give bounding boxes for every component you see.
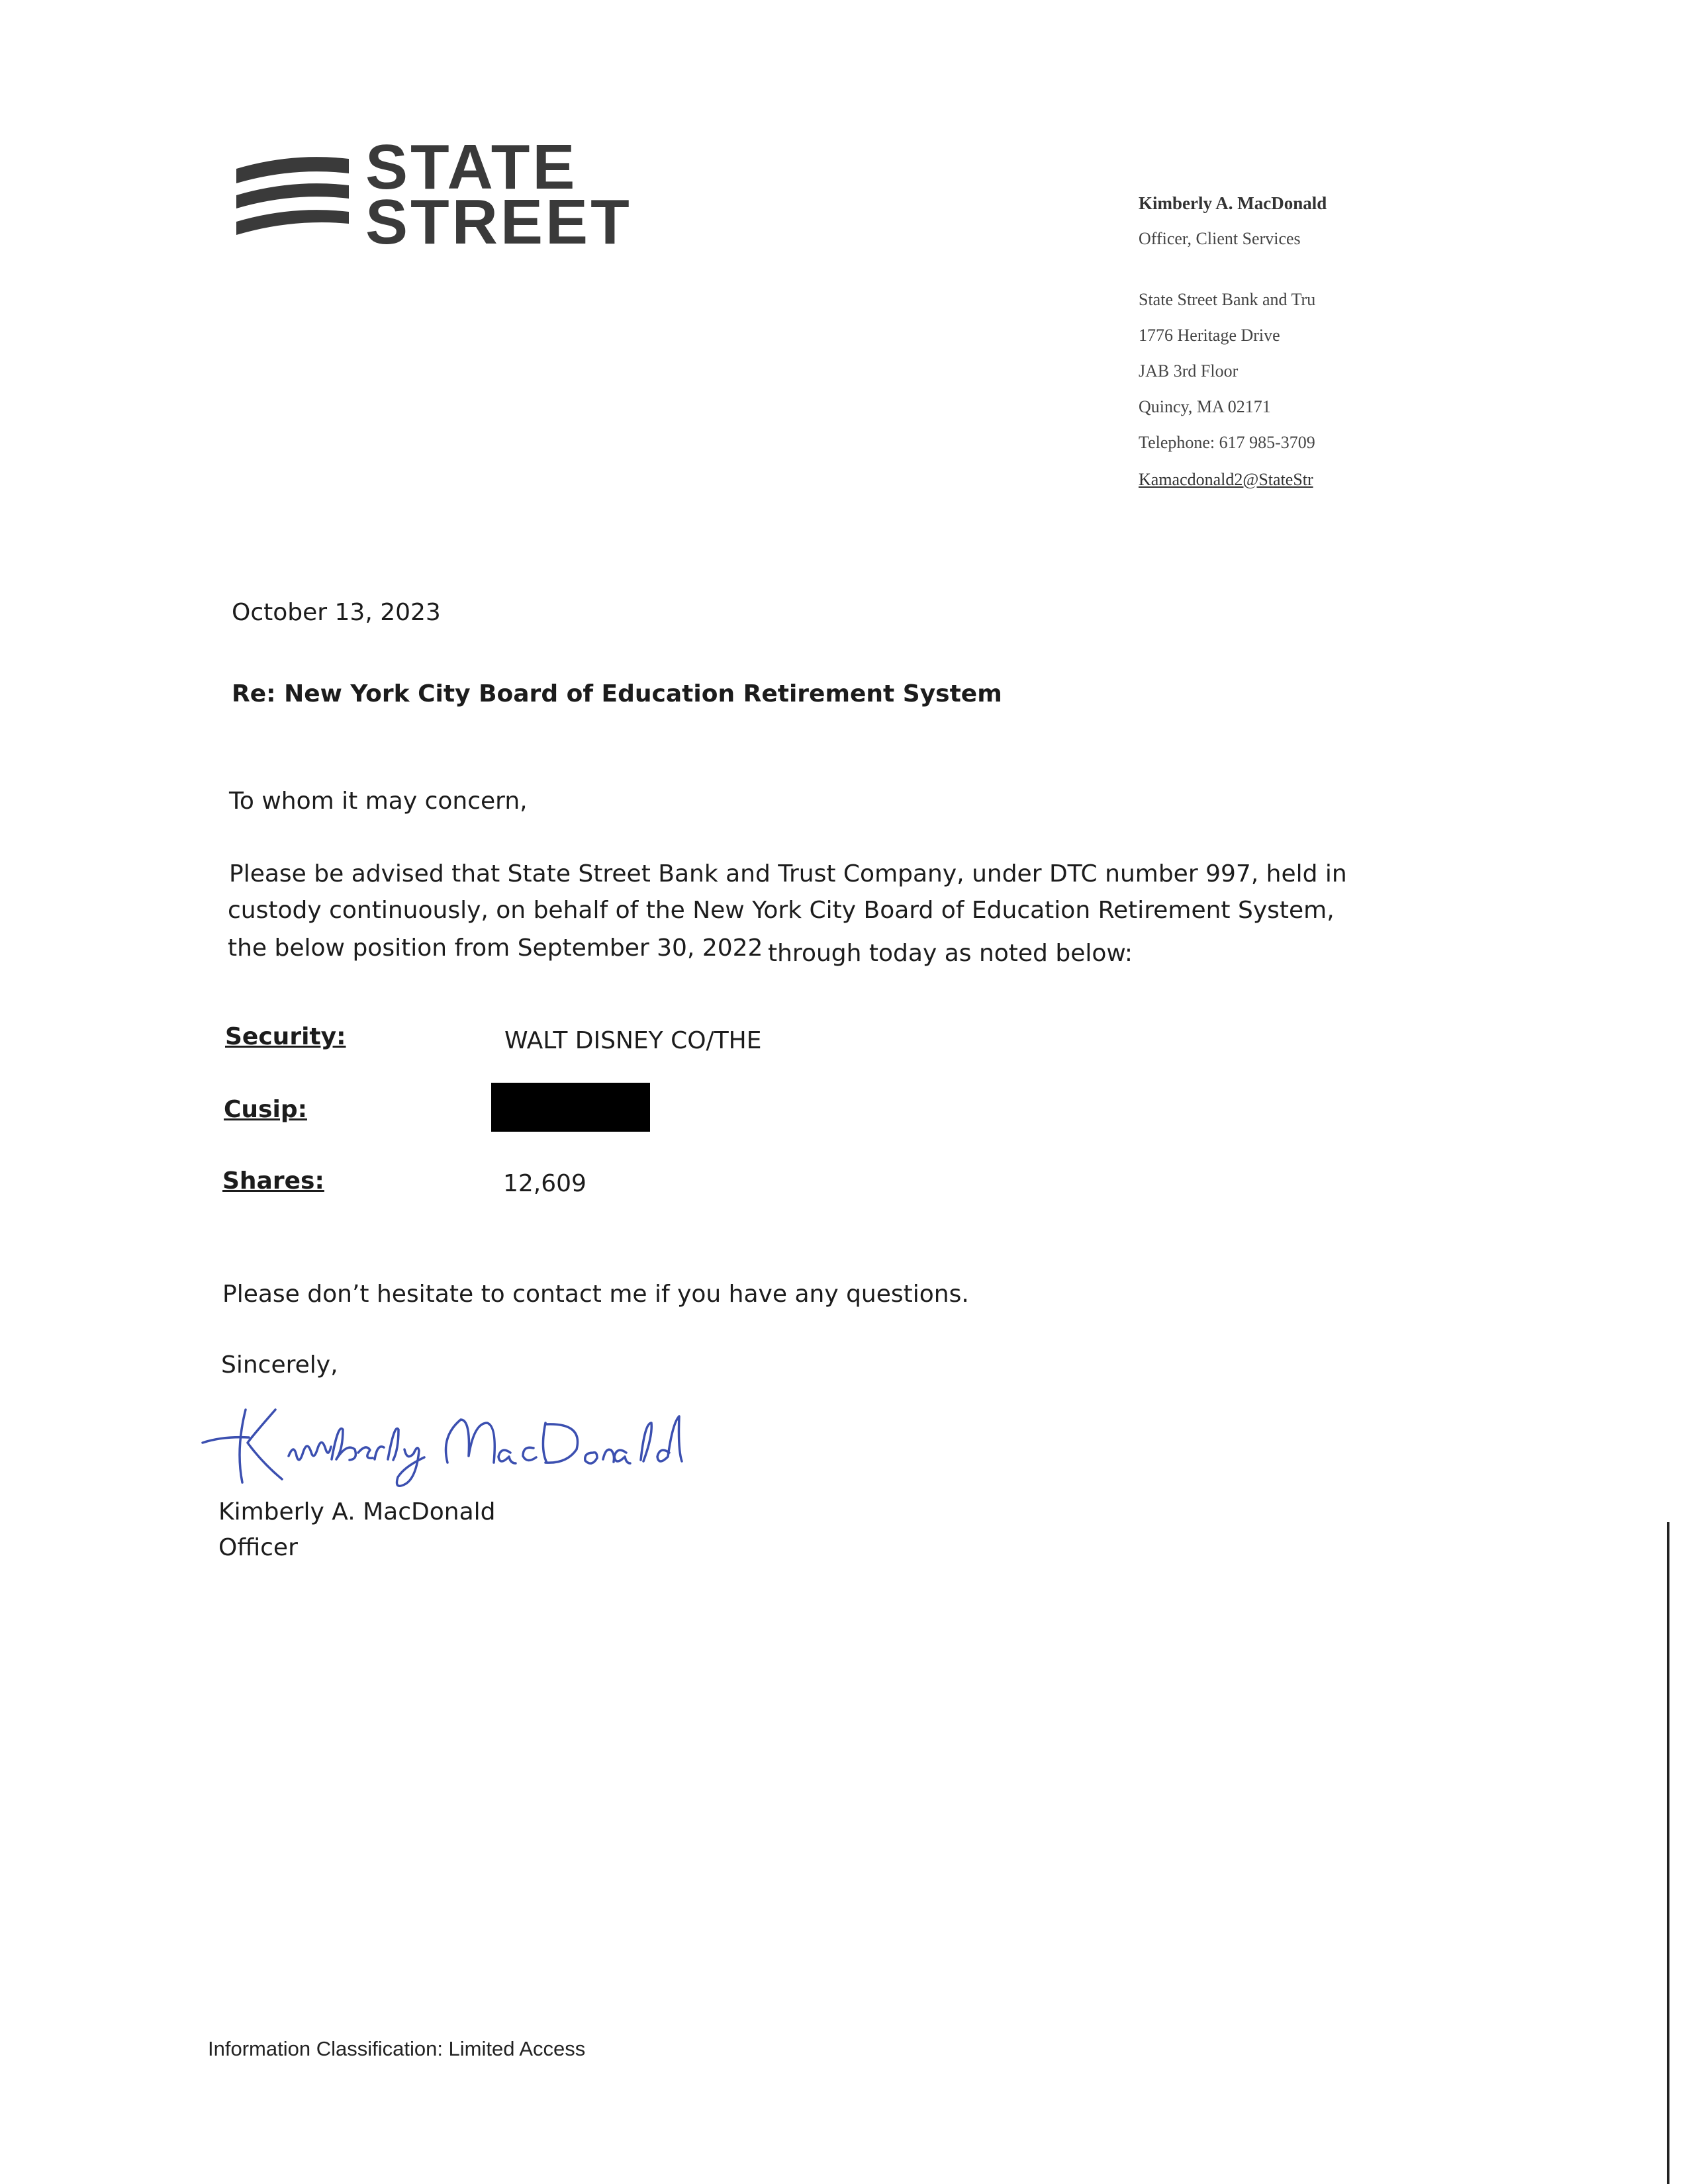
signer-title: Officer: [218, 1534, 298, 1561]
logo-text-street: STREET: [365, 187, 632, 257]
state-street-logo-icon: [233, 139, 352, 238]
sender-email: Kamacdonald2@StateStr: [1139, 470, 1313, 489]
cusip-redaction: [491, 1083, 650, 1132]
sender-city: Quincy, MA 02171: [1139, 397, 1271, 416]
shares-label: Shares:: [222, 1167, 324, 1195]
information-classification: Information Classification: Limited Access: [208, 2037, 586, 2060]
signer-name: Kimberly A. MacDonald: [218, 1498, 496, 1525]
paragraph-line-3b: through today as noted below:: [768, 940, 1133, 967]
closing-sentence: Please don’t hesitate to contact me if you have any questions.: [222, 1281, 969, 1308]
security-label: Security:: [225, 1023, 346, 1050]
letter-date: October 13, 2023: [232, 599, 441, 626]
sender-address: 1776 Heritage Drive: [1139, 326, 1280, 345]
letter-subject: Re: New York City Board of Education Retirement System: [232, 680, 1002, 707]
paragraph-line-3a: the below position from September 30, 2022: [228, 934, 763, 962]
scan-edge-line: [1667, 1522, 1669, 2184]
letter-salutation: To whom it may concern,: [229, 788, 528, 815]
sender-company: State Street Bank and Tru: [1139, 290, 1316, 309]
sender-name: Kimberly A. MacDonald: [1139, 193, 1327, 213]
sender-title: Officer, Client Services: [1139, 229, 1301, 248]
sender-phone: Telephone: 617 985-3709: [1139, 433, 1315, 452]
paragraph-line-1: Please be advised that State Street Bank and Trust Company, under DTC number 997, held in: [229, 860, 1347, 887]
shares-value: 12,609: [503, 1170, 586, 1197]
handwritten-signature: [196, 1396, 699, 1496]
sender-block: [1132, 185, 1350, 503]
paragraph-line-2: custody continuously, on behalf of the New York City Board of Education Retirement System,: [228, 897, 1335, 924]
logo-text-state: STATE: [365, 132, 578, 203]
sender-floor: JAB 3rd Floor: [1139, 361, 1239, 381]
security-value: WALT DISNEY CO/THE: [504, 1027, 762, 1054]
sign-off: Sincerely,: [221, 1351, 338, 1379]
cusip-label: Cusip:: [224, 1096, 307, 1123]
